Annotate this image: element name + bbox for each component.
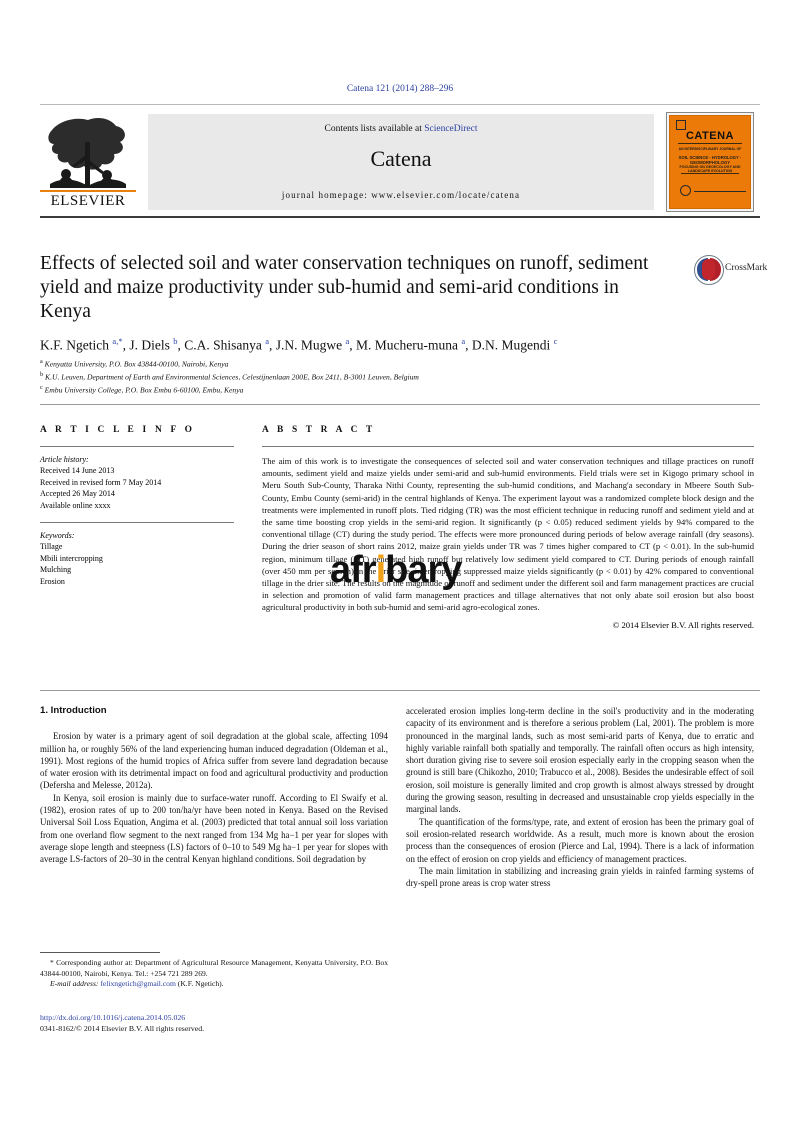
cover-subtitle-2: SOIL SCIENCE - HYDROLOGY - GEOMORPHOLOGY xyxy=(678,155,742,165)
page-title: Effects of selected soil and water conservation techniques on runoff, sediment yield and maize productivity under sub-humid and semi-arid conditions in Kenya xyxy=(40,253,649,322)
paragraph: Erosion by water is a primary agent of soil degradation at the global scale, affecting 1094 million ha, or roughly 56% of the land experiencing human induced degradation (Oldeman et al., 1991). Most regions of the humid tropics of Africa suffer from severe land degradation because of water erosion with its detrimental impact on food and agricultural productivity and production (Defersha and Melesse, 2012a). xyxy=(40,731,388,791)
affiliation-list xyxy=(40,357,690,396)
watermark-dot-letter: i xyxy=(375,549,386,591)
article-history-received: Received 14 June 2013 xyxy=(40,466,115,476)
contents-line xyxy=(148,124,654,134)
banner-bottom-divider xyxy=(40,216,760,218)
watermark-text-before: afr xyxy=(330,549,376,591)
cover-rule-2 xyxy=(681,173,739,174)
journal-title: Catena xyxy=(370,146,432,171)
article-info-block xyxy=(40,425,240,587)
elsevier-tree-icon xyxy=(44,114,132,190)
top-divider xyxy=(40,104,760,105)
watermark-text-after: bary xyxy=(385,549,462,591)
abstract-rule xyxy=(262,446,754,447)
contents-prefix: Contents lists available at xyxy=(324,124,425,134)
doi-link[interactable]: http://dx.doi.org/10.1016/j.catena.2014.05.026 xyxy=(40,1013,186,1022)
article-history-label: Article history: xyxy=(40,455,89,464)
cover-subtitle-3: FOCUSING ON GEOECOLOGY AND LANDSCAPE EVOLUTION xyxy=(679,165,741,173)
cover-art xyxy=(669,115,751,209)
affiliation-item xyxy=(40,357,690,370)
article-history-online: Available online xxxx xyxy=(40,500,111,510)
affiliation-marker: a xyxy=(40,358,43,365)
affiliation-text: Kenyatta University, P.O. Box 43844-00100, Nairobi, Kenya xyxy=(44,359,229,369)
paragraph: The quantification of the forms/type, rate, and extent of erosion has been the primary goal of soil erosion-related research worldwide. As a result, much more is known about the erosion process than the consequences of erosion (Pierce and Lal, 1994). There is a lack of information on the effect of erosion on crop yields and efficiency of management practices. xyxy=(406,816,754,864)
cover-journal-name: CATENA xyxy=(685,130,734,142)
footnote-email-label: E-mail address: xyxy=(50,979,99,989)
paragraph: In Kenya, soil erosion is mainly due to surface-water runoff. According to El Swaify et al. (1982), erosion rates of up to 200 ton/ha/yr have been noted in Kenya. Based on the Revised Universal Soil Loss Equation, Angima et al. (2003) predicted that total annual soil loss variation from one overland flow segment to the next ranged from 134 Mg ha−1 per year for slopes with average slope length and steepness (LS) factors of 0–10 to 549 Mg ha−1 per year for slopes with average LS-factors of 20–30 in the central Kenyan highland conditions. Soil degradation by xyxy=(40,792,388,865)
footnote-address: * Corresponding author at: Department of Agricultural Resource Management, Kenyatta University, P.O. Box 43844-00100, Nairobi, Kenya. Tel.: +254 721 289 269. xyxy=(40,958,388,978)
cover-subtitle-1: AN INTERDISCIPLINARY JOURNAL OF xyxy=(678,147,742,151)
keywords-rule xyxy=(40,522,234,523)
crossmark-core xyxy=(702,259,715,280)
footnote-divider xyxy=(40,952,160,953)
body-column-left xyxy=(40,705,388,866)
abstract-text: The aim of this work is to investigate the consequences of selected soil and water conservation techniques and tillage practices on runoff amounts, sediment yield and maize yields under semi-arid and sub-humid environments. Field trials were set in Kigogo primary school in Meru South Sub-County, Tharaka Nithi County, representing the sub-humid conditions, and Machang'a secondary in Mbeere South Sub-County, Embu County (semi-arid) in the central highlands of Kenya. The experiment layout was a randomized complete block design and the treatments were implemented in runoff plots. Tied ridging (TR) was the most efficient technique in reducing runoff and sediment yield and at the same time boosting crop yields in the semi-arid region. It significantly (p < 0.05) reduced sediment yields by 94% compared to the conventional tillage (CT) during the study period. The effects were more pronounced during periods of below average rainfall (dry seasons). During the drier season of short rains 2012, maize grain yields under TR was 7 times higher compared to CT (p < 0.01). In the sub-humid region, minimum tillage (MT) generated high runoff but relatively low sediment yield compared to CT. During periods of enough rainfall (over 450 mm per season) in the drier site, intercropping suppressed maize yields significantly (p < 0.01) by 42% compared to conventional tillage in the drier site. The results on the magnitude of runoff and sediment under the different soil and farm management practices are crucial in selection and promotion of valid farm management practices and tillage alternatives that not only abate soil erosion but also boost agricultural productivity in both sub-humid and semi-arid agro-ecological zones. xyxy=(262,456,754,613)
cover-rule-1 xyxy=(678,143,742,144)
footnote-email-link[interactable]: felixngetich@gmail.com xyxy=(100,979,176,989)
abstract-block xyxy=(262,425,754,630)
banner-box xyxy=(148,114,654,210)
article-info-heading: A R T I C L E I N F O xyxy=(40,425,196,435)
cover-dot-icon xyxy=(680,185,691,196)
abstract-bottom-divider xyxy=(40,690,760,691)
crossmark-label: CrossMark xyxy=(725,263,768,273)
keyword-item: Erosion xyxy=(40,576,65,586)
sciencedirect-link[interactable]: ScienceDirect xyxy=(424,124,478,134)
crossmark-badge[interactable] xyxy=(694,255,768,289)
page-footer xyxy=(40,1012,440,1034)
keyword-item: Mulching xyxy=(40,565,72,575)
abstract-heading: A B S T R A C T xyxy=(262,425,376,435)
affiliation-text: Embu University College, P.O. Box Embu 6-60100, Embu, Kenya xyxy=(44,385,244,395)
journal-homepage[interactable]: journal homepage: www.elsevier.com/locate/catena xyxy=(281,190,521,200)
journal-cover-thumbnail[interactable] xyxy=(666,112,754,212)
section-heading-introduction: 1. Introduction xyxy=(40,705,107,716)
article-history-accepted: Accepted 26 May 2014 xyxy=(40,489,115,499)
cover-square-icon xyxy=(676,120,686,130)
running-head: Catena 121 (2014) 288–296 xyxy=(346,84,454,94)
footnote-email-suffix: (K.F. Ngetich). xyxy=(177,979,224,989)
footnote-email-line xyxy=(40,979,388,990)
affiliation-item xyxy=(40,370,690,383)
body-column-right xyxy=(406,705,754,889)
keyword-item: Mbili intercropping xyxy=(40,553,103,563)
article-info-rule xyxy=(40,446,234,447)
issn-copyright: 0341-8162/© 2014 Elsevier B.V. All rights reserved. xyxy=(40,1024,205,1033)
corresponding-author-footnote xyxy=(40,958,388,990)
keyword-item: Tillage xyxy=(40,542,63,552)
affiliation-marker: c xyxy=(40,384,43,392)
elsevier-logo xyxy=(40,112,136,212)
journal-banner xyxy=(40,112,760,212)
abstract-copyright: © 2014 Elsevier B.V. All rights reserved. xyxy=(612,619,754,630)
affiliation-item xyxy=(40,383,690,396)
affiliation-divider xyxy=(40,404,760,405)
paragraph: The main limitation in stabilizing and increasing grain yields in rainfed farming systems of dry-spell prone areas is crop water stress xyxy=(406,865,754,889)
crossmark-icon xyxy=(694,255,724,285)
affiliation-marker: b xyxy=(40,371,44,379)
affiliation-text: K.U. Leuven, Department of Earth and Environmental Sciences, Celestijnenlaan 200E, Box 2411, B-3001 Leuven, Belgium xyxy=(45,372,419,382)
keywords-label: Keywords: xyxy=(40,531,75,541)
article-history-revised: Received in revised form 7 May 2014 xyxy=(40,477,162,487)
author-list: K.F. Ngetich $^{a,*}$, J. Diels $^b$, C.A. Shisanya $^a$, J.N. Mugwe $^a$, M. Mucheru-muna $^a$, D.N. Mugendi $^c$ xyxy=(40,336,558,353)
paragraph: accelerated erosion implies long-term decline in the soil's productivity and in the moderating capacity of its environment and is therefore a serious problem (Lal, 2001). The problem is more pronounced in the marginal lands, such as most semi-arid parts of Kenya, due to erratic and highly variable rainfall both spatially and temporally. The rainfall often occurs as high intensity, short duration giving rise to severe soil erosion especially early in the cropping season when the ground is still bare (Chikozho, 2010; Trabucco et al., 2008). Besides the undesirable effect of soil erosion, soil moisture is generally limited and crop growth is almost always stressed by drought during the growing season, resulting in decreased and unsustainable crop yields especially in the marginal lands. xyxy=(406,706,754,815)
elsevier-wordmark: ELSEVIER xyxy=(40,190,136,210)
cover-bottom-line xyxy=(694,191,746,192)
